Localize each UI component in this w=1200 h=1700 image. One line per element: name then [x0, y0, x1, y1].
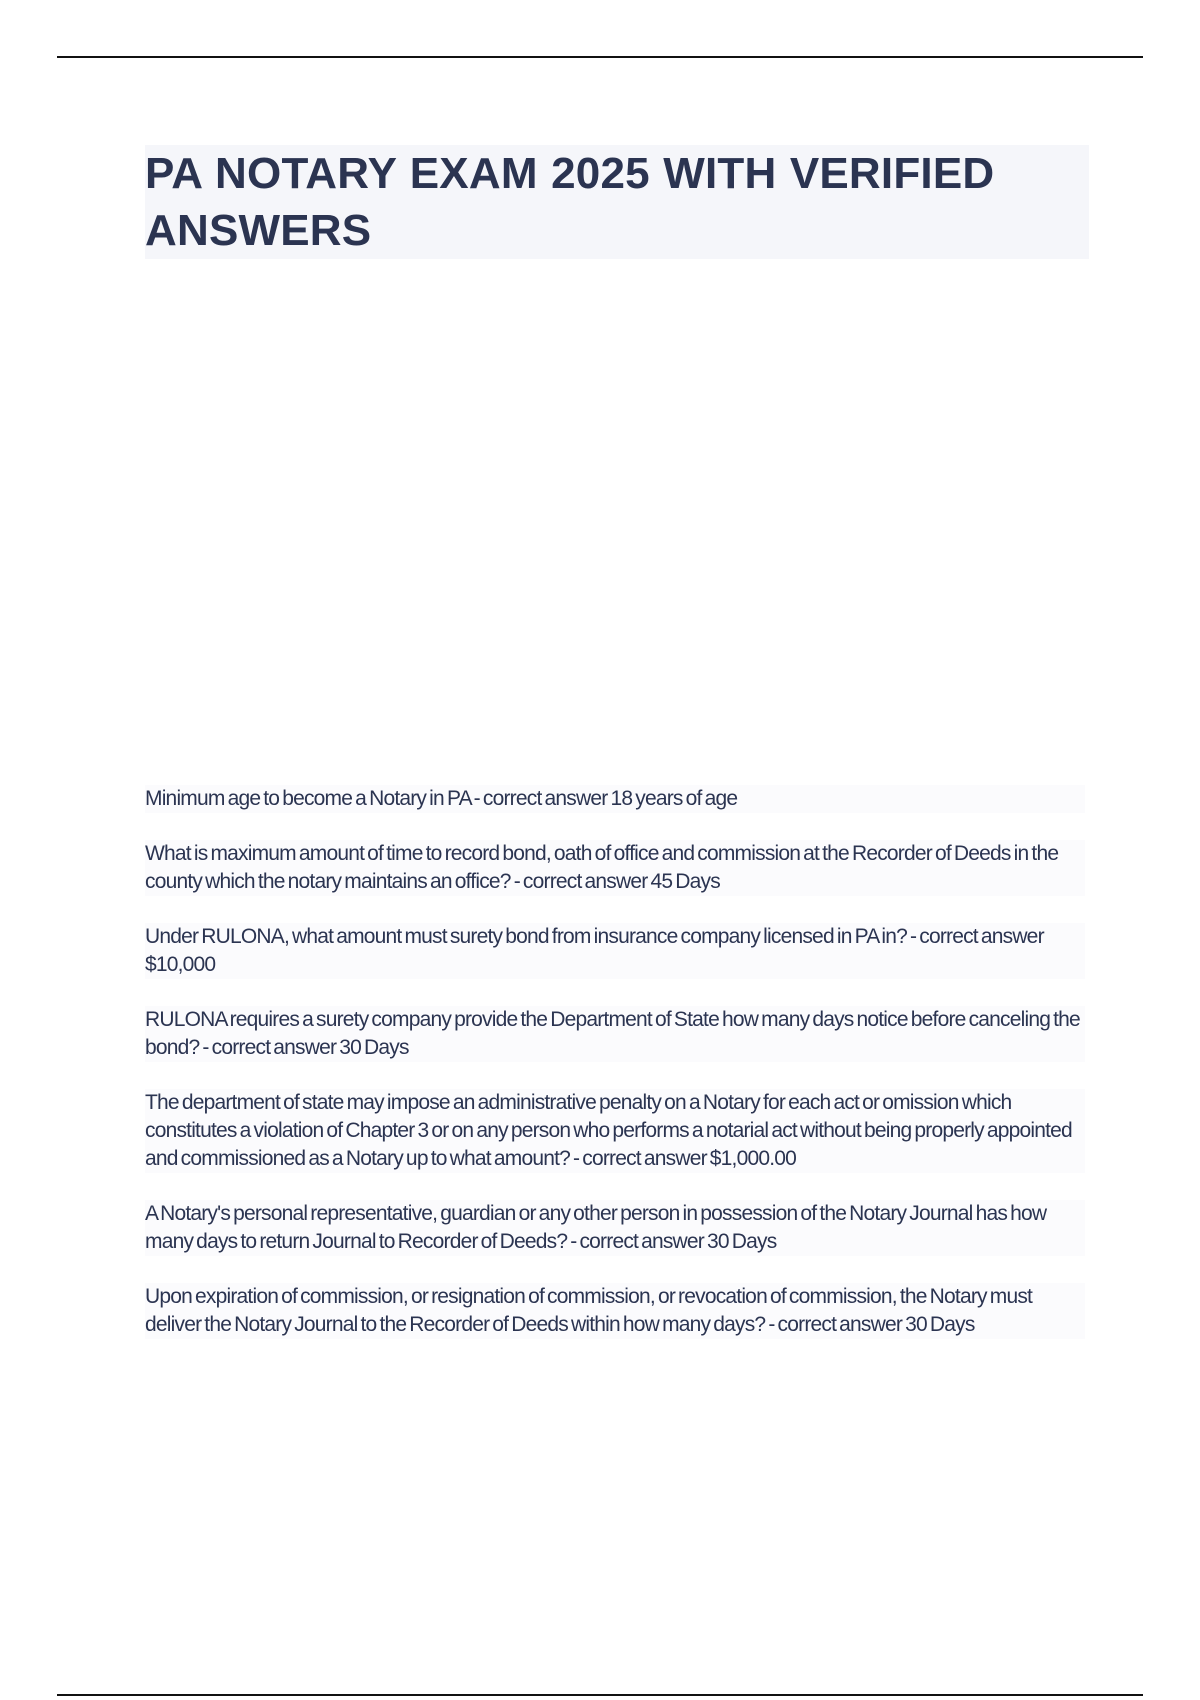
- qa-item: Minimum age to become a Notary in PA - correct answer 18 years of age: [145, 785, 1085, 813]
- qa-item: What is maximum amount of time to record bond, oath of office and commission at the Recorder of Deeds in the county which the notary maintains an office? - correct answer 45 Days: [145, 840, 1085, 896]
- document-title: PA NOTARY EXAM 2025 WITH VERIFIED ANSWERS: [145, 149, 995, 255]
- qa-item: A Notary's personal representative, guardian or any other person in possession of the Notary Journal has how many days to return Journal to Recorder of Deeds? - correct answer 30 Days: [145, 1200, 1085, 1256]
- qa-list: [145, 785, 1085, 1366]
- title-block: [145, 145, 1089, 259]
- qa-item: The department of state may impose an administrative penalty on a Notary for each act or omission which constitutes a violation of Chapter 3 or on any person who performs a notarial act without being properly appointed and commissioned as a Notary up to what amount? - correct answer $1,000.00: [145, 1089, 1085, 1173]
- header-divider: [57, 56, 1143, 58]
- qa-item: Under RULONA, what amount must surety bond from insurance company licensed in PA in? - correct answer $10,000: [145, 923, 1085, 979]
- footer-divider: [57, 1694, 1143, 1696]
- qa-item: RULONA requires a surety company provide the Department of State how many days notice before canceling the bond? - correct answer 30 Days: [145, 1006, 1085, 1062]
- qa-item: Upon expiration of commission, or resignation of commission, or revocation of commission, the Notary must deliver the Notary Journal to the Recorder of Deeds within how many days? - correct answer 30 Days: [145, 1283, 1085, 1339]
